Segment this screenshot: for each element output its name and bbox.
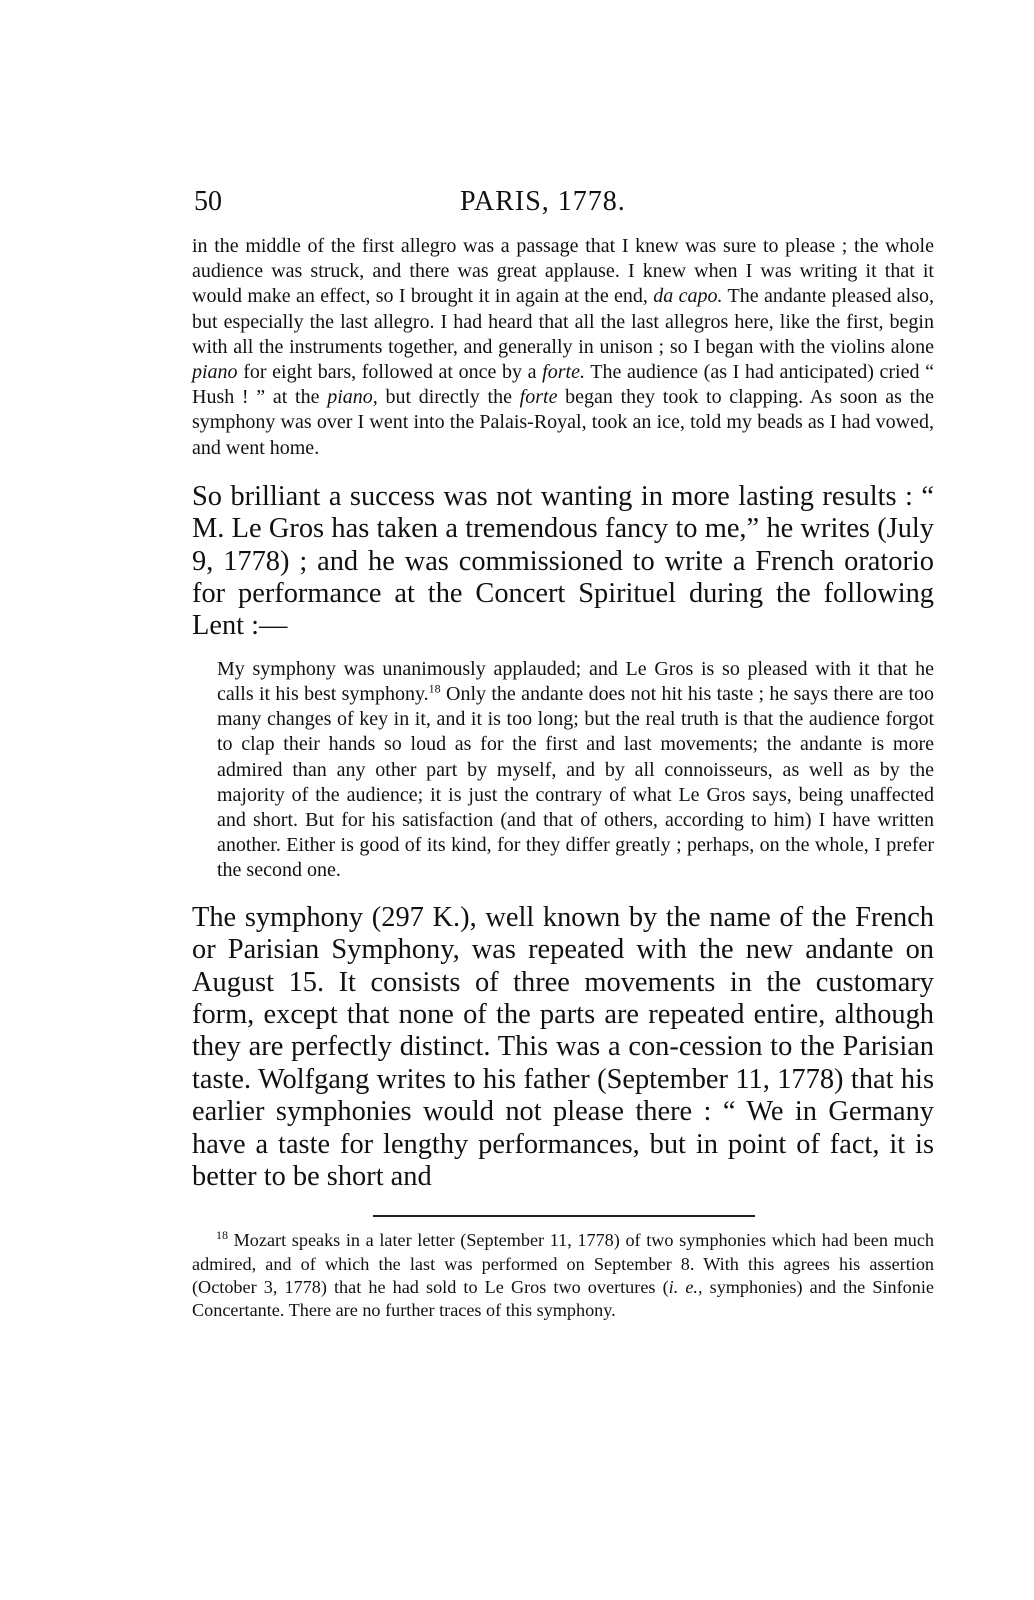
block-quote: My symphony was unanimously applauded; and Le Gros is so pleased with it that he calls it his best symphony.$^{18}$ Only the andante does not hit his taste ; he says there are too many changes of key in it, and it is too long; but the real truth is that the audience forgot to clap their hands so loud as for the first and last movements; the andante is more admired than any other part by myself, and by all connoisseurs, as well as by the majority of the audience; it is just the contrary of what Le Gros says, being unaffected and short. But for his satisfaction (and that of others, according to him) I have written another. Either is good of its kind, for they differ greatly ; perhaps, on the whole, I prefer the second one. [217,657,935,882]
book-page [192,186,934,1341]
footnote-number: 18 [216,1228,228,1243]
running-title: PARIS, 1778. [460,186,626,217]
footnote-divider [373,1215,755,1217]
body-paragraph: So brilliant a success was not wanting in more lasting results : “ M. Le Gros has taken a tremendous fancy to me,” he writes (July 9, 1778) ; and he was commissioned to write a French oratorio for performance at the Concert Spirituel during the following Lent :— [192,480,935,642]
letter-excerpt-paragraph: in the middle of the first allegro was a passage that I knew was sure to please ; the whole audience was struck, and there was great applause. I knew when I was writing it that it would make an effect, so I brought it in again at the end, da capo. The andante pleased also, but especially the last allegro. I had heard that all the last allegros here, like the first, begin with all the instruments together, and generally in unison ; so I began with the violins alone piano for eight bars, followed at once by a forte. The audience (as I had anticipated) cried “ Hush ! ” at the piano, but directly the forte began they took to clapping. As soon as the symphony was over I went into the Palais-Royal, took an ice, told my beads as I had vowed, and went home. [192,235,935,459]
footnote: $^{18}$ Mozart speaks in a later letter (September 11, 1778) of two symphonies which had been much admired, and of which the last was performed on September 8. With this agrees his assertion (October 3, 1778) that he had sold to Le Gros two overtures (i. e., symphonies) and the Sinfonie Concertante. There are no further traces of this symphony. [192,1228,935,1321]
page-number: 50 [194,186,222,217]
running-head [192,186,934,226]
body-paragraph: The symphony (297 K.), well known by the name of the French or Parisian Symphony, was repeated with the new andante on August 15. It consists of three movements in the customary form, except that none of the parts are repeated entire, although they are perfectly distinct. This was a con-cession to the Parisian taste. Wolfgang writes to his father (September 11, 1778) that his earlier symphonies would not please there : “ We in Germany have a taste for lengthy performances, but in point of fact, it is better to be short and [192,901,934,1192]
footnote-reference[interactable]: 18 [428,681,441,696]
